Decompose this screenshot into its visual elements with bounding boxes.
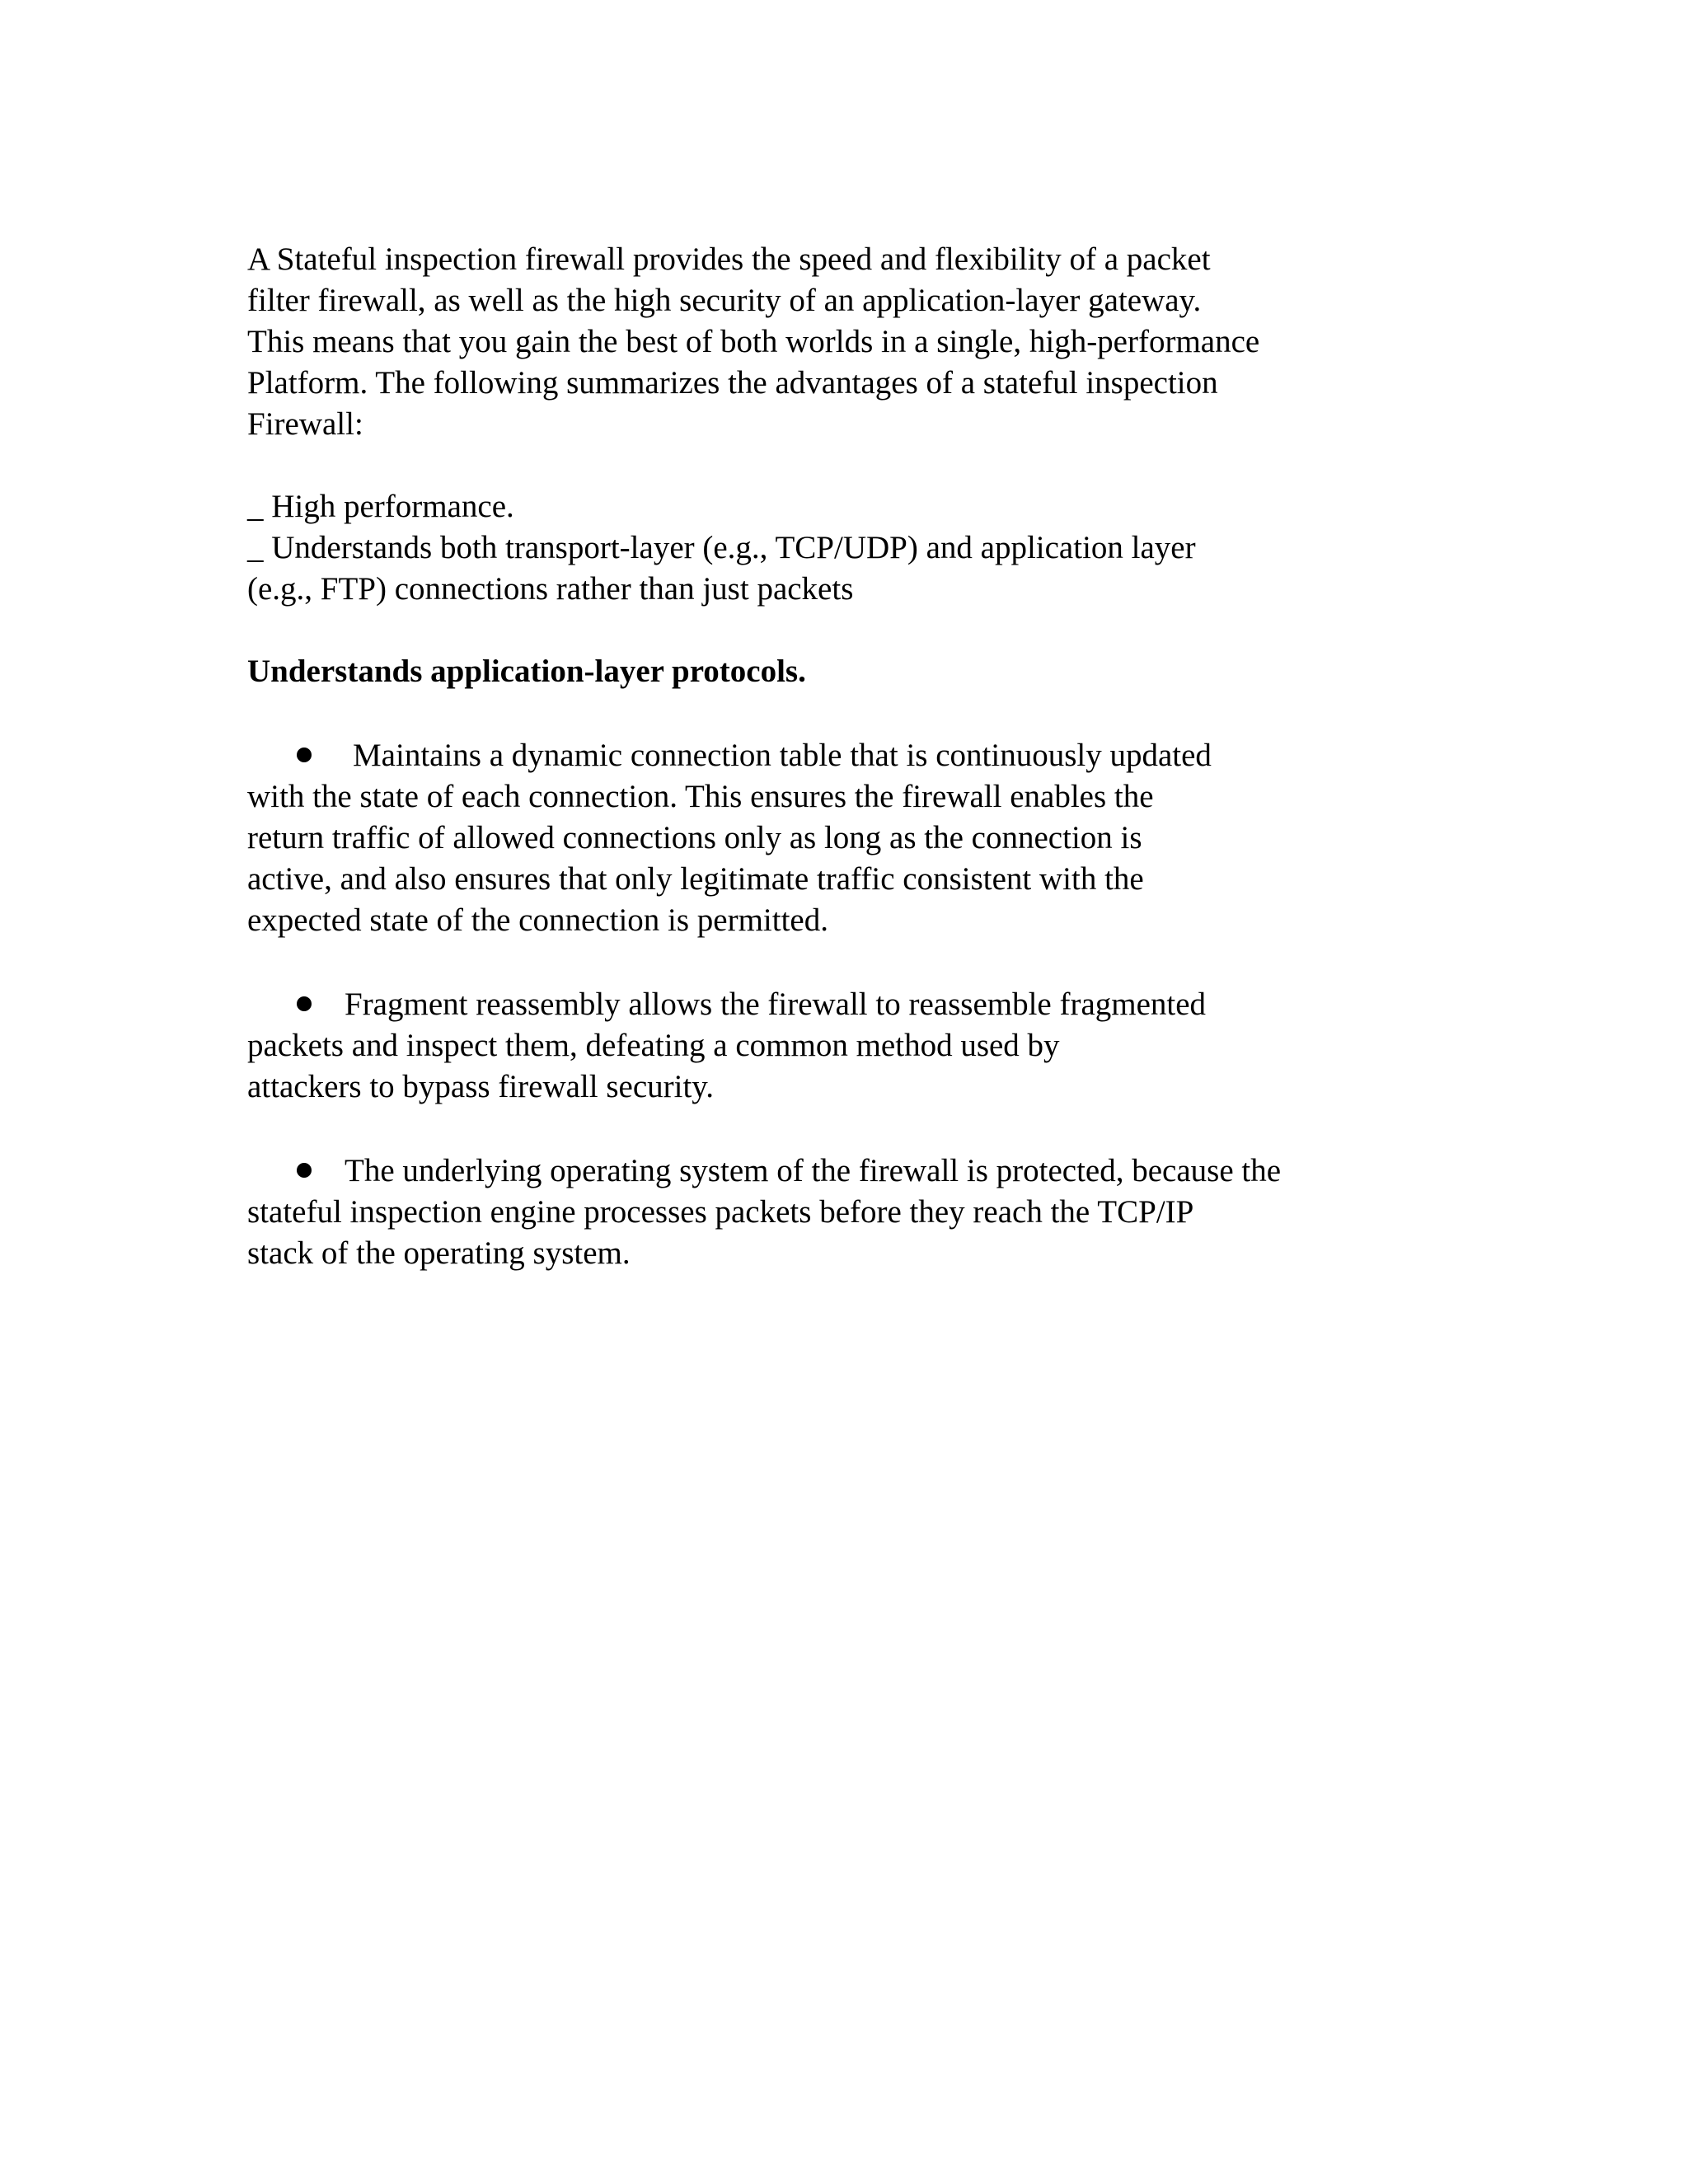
intro-line: filter firewall, as well as the high security of an application-layer gateway. bbox=[247, 283, 1202, 318]
bullet-icon bbox=[297, 1163, 312, 1178]
bullet-text: packets and inspect them, defeating a common method used by bbox=[247, 1028, 1060, 1063]
bullet-item bbox=[247, 984, 1434, 1108]
bullet-text: The underlying operating system of the firewall is protected, because the bbox=[345, 1153, 1282, 1188]
bullet-icon bbox=[297, 748, 312, 762]
dash-item-continuation: (e.g., FTP) connections rather than just packets bbox=[247, 571, 854, 607]
bullet-text: active, and also ensures that only legitimate traffic consistent with the bbox=[247, 861, 1144, 897]
intro-line: Platform. The following summarizes the advantages of a stateful inspection bbox=[247, 365, 1218, 401]
intro-line: Firewall: bbox=[247, 406, 363, 442]
bullet-text: attackers to bypass firewall security. bbox=[247, 1069, 715, 1104]
bullet-text: stateful inspection engine processes packets before they reach the TCP/IP bbox=[247, 1194, 1194, 1230]
bullet-text: expected state of the connection is permitted. bbox=[247, 902, 828, 938]
bullet-text: Fragment reassembly allows the firewall to reassemble fragmented bbox=[345, 987, 1207, 1022]
dash-list bbox=[247, 486, 1434, 610]
bullet-text: stack of the operating system. bbox=[247, 1235, 631, 1271]
section-heading: Understands application-layer protocols. bbox=[247, 654, 806, 689]
intro-paragraph bbox=[247, 239, 1434, 445]
dash-item: _ Understands both transport-layer (e.g., TCP/UDP) and application layer bbox=[247, 530, 1196, 565]
bullet-text: Maintains a dynamic connection table that is continuously updated bbox=[353, 738, 1212, 773]
bullet-item bbox=[247, 735, 1434, 941]
bullet-text: with the state of each connection. This ensures the firewall enables the bbox=[247, 779, 1154, 814]
bullet-icon bbox=[297, 996, 312, 1011]
bullet-text: return traffic of allowed connections only as long as the connection is bbox=[247, 820, 1142, 855]
document-body bbox=[247, 239, 1434, 1274]
bullet-item bbox=[247, 1151, 1434, 1274]
intro-line: This means that you gain the best of both worlds in a single, high-performance bbox=[247, 324, 1260, 359]
intro-line: A Stateful inspection firewall provides the speed and flexibility of a packet bbox=[247, 241, 1211, 277]
dash-item: _ High performance. bbox=[247, 489, 514, 524]
